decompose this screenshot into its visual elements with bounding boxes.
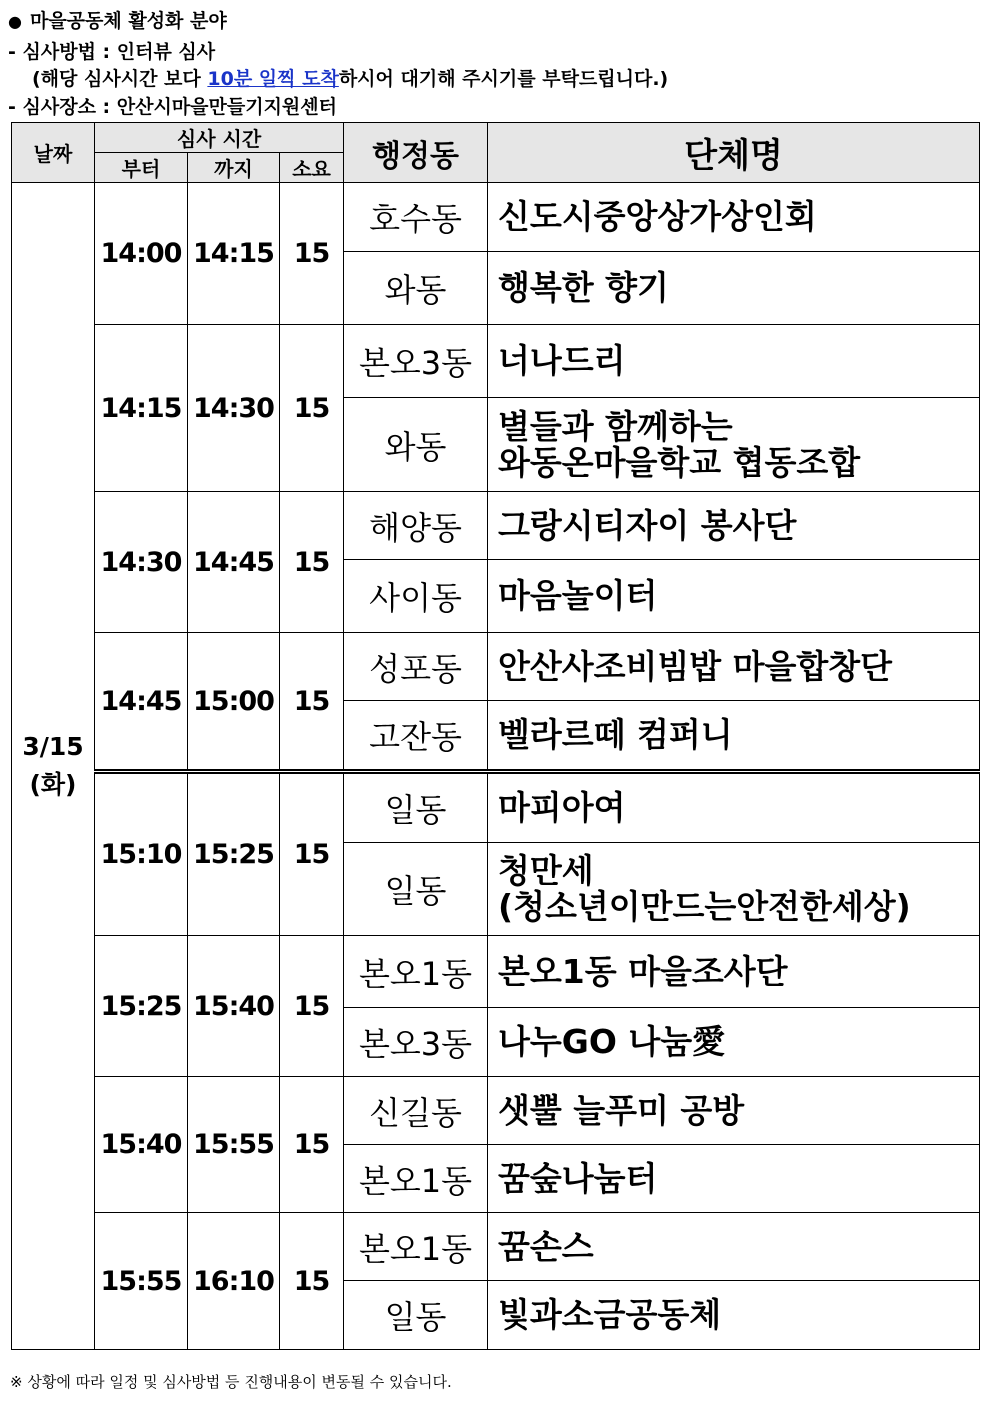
footnote: ※ 상황에 따라 일정 및 심사방법 등 진행내용이 변동될 수 있습니다.: [10, 1373, 452, 1391]
org-cell: 마피아여: [488, 772, 980, 843]
header-from: 부터: [95, 153, 188, 183]
dong-cell: 와동: [344, 398, 488, 492]
dong-cell: 본오3동: [344, 1008, 488, 1077]
time-duration: 15: [280, 492, 344, 633]
time-duration: 15: [280, 1213, 344, 1350]
time-from: 14:15: [95, 325, 188, 492]
dong-cell: 일동: [344, 772, 488, 843]
org-cell: 벨라르떼 컴퍼니: [488, 701, 980, 772]
time-from: 15:25: [95, 936, 188, 1077]
review-method: - 심사방법 : 인터뷰 심사: [8, 41, 216, 63]
org-cell: 본오1동 마을조사단: [488, 936, 980, 1008]
time-to: 15:55: [188, 1077, 280, 1213]
table-row: [12, 936, 980, 1008]
header-duration: 소요: [280, 153, 344, 183]
time-duration: 15: [280, 1077, 344, 1213]
header-review-time: 심사 시간: [95, 123, 344, 153]
org-cell: 마음놀이터: [488, 560, 980, 633]
time-duration: 15: [280, 183, 344, 325]
time-duration: 15: [280, 633, 344, 772]
time-from: 15:55: [95, 1213, 188, 1350]
dong-cell: 사이동: [344, 560, 488, 633]
org-cell: 너나드리: [488, 325, 980, 398]
dong-cell: 본오1동: [344, 936, 488, 1008]
time-to: 14:45: [188, 492, 280, 633]
org-cell: 샛뿔 늘푸미 공방: [488, 1077, 980, 1145]
org-cell: 별들과 함께하는 와동온마을학교 협동조합: [488, 398, 980, 492]
date-cell: 3/15 (화): [12, 183, 95, 1350]
dong-cell: 본오1동: [344, 1213, 488, 1281]
table-row: [12, 183, 980, 252]
arrival-note: (해당 심사시간 보다 10분 일찍 도착하시어 대기해 주시기를 부탁드립니다.): [32, 68, 669, 90]
bullet-icon: ●: [8, 12, 22, 31]
section-title: ● 마을공동체 활성화 분야: [8, 10, 227, 32]
table-row: [12, 772, 980, 843]
org-cell: 신도시중앙상가상인회: [488, 183, 980, 252]
table-row: [12, 1077, 980, 1145]
dong-cell: 성포동: [344, 633, 488, 701]
time-duration: 15: [280, 325, 344, 492]
table-row: [12, 492, 980, 560]
org-cell: 꿈손스: [488, 1213, 980, 1281]
time-to: 14:30: [188, 325, 280, 492]
time-to: 14:15: [188, 183, 280, 325]
org-cell: 나누GO 나눔愛: [488, 1008, 980, 1077]
header-dong: 행정동: [344, 123, 488, 183]
org-cell: 빛과소금공동체: [488, 1281, 980, 1350]
time-from: 15:10: [95, 772, 188, 936]
dong-cell: 일동: [344, 843, 488, 936]
dong-cell: 본오3동: [344, 325, 488, 398]
table-row: [12, 1213, 980, 1281]
dong-cell: 해양동: [344, 492, 488, 560]
table-row: [12, 325, 980, 398]
dong-cell: 본오1동: [344, 1145, 488, 1213]
dong-cell: 고잔동: [344, 701, 488, 772]
time-duration: 15: [280, 772, 344, 936]
dong-cell: 호수동: [344, 183, 488, 252]
time-to: 15:00: [188, 633, 280, 772]
org-cell: 행복한 향기: [488, 252, 980, 325]
time-to: 15:25: [188, 772, 280, 936]
org-cell: 그랑시티자이 봉사단: [488, 492, 980, 560]
org-cell: 꿈숲나눔터: [488, 1145, 980, 1213]
dong-cell: 일동: [344, 1281, 488, 1350]
time-duration: 15: [280, 936, 344, 1077]
header-date: 날짜: [12, 123, 95, 183]
org-cell: 안산사조비빔밥 마을합창단: [488, 633, 980, 701]
dong-cell: 와동: [344, 252, 488, 325]
header-to: 까지: [188, 153, 280, 183]
header-org: 단체명: [488, 123, 980, 183]
time-from: 15:40: [95, 1077, 188, 1213]
time-to: 16:10: [188, 1213, 280, 1350]
schedule-table: [11, 122, 980, 1350]
time-from: 14:00: [95, 183, 188, 325]
org-cell: 청만세 (청소년이만드는안전한세상): [488, 843, 980, 936]
time-to: 15:40: [188, 936, 280, 1077]
arrival-highlight: 10분 일찍 도착: [207, 68, 339, 90]
time-from: 14:30: [95, 492, 188, 633]
table-row: [12, 633, 980, 701]
dong-cell: 신길동: [344, 1077, 488, 1145]
review-place: - 심사장소 : 안산시마을만들기지원센터: [8, 96, 337, 118]
time-from: 14:45: [95, 633, 188, 772]
